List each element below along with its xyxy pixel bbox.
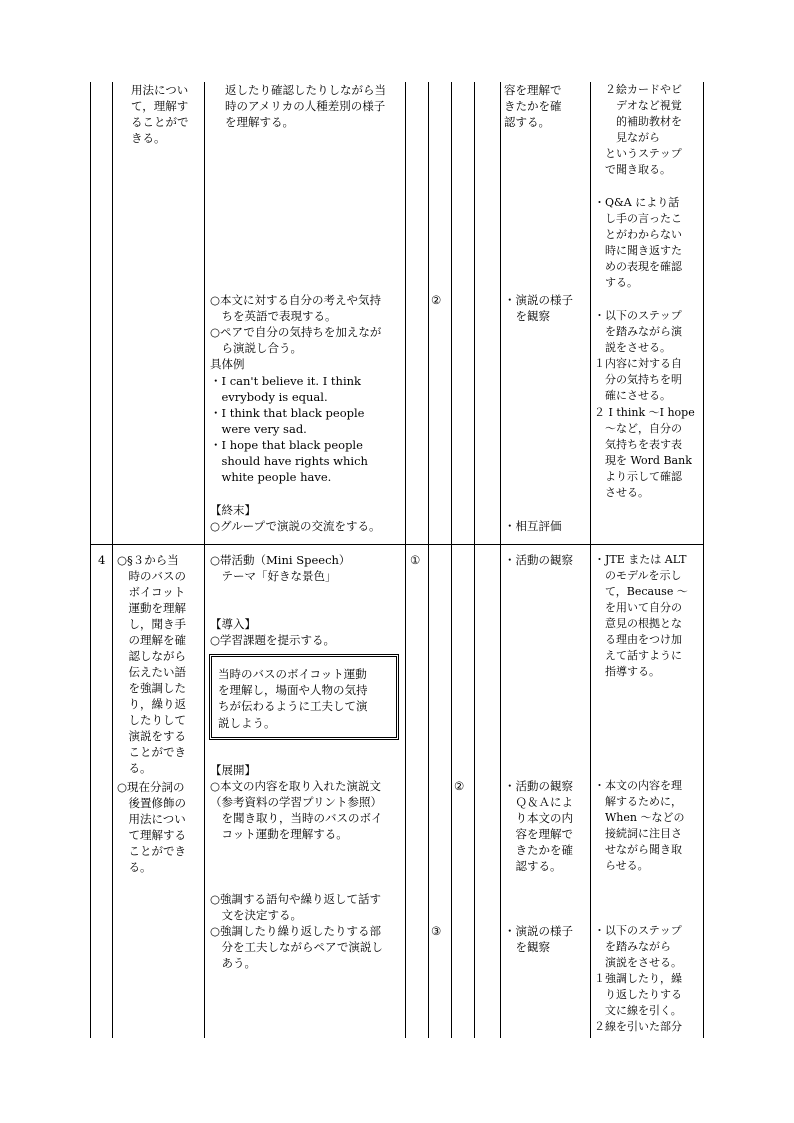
row4-note-line: る理由をつけ加 (594, 633, 682, 646)
row3-note-line: 気持ちを表す表 (594, 438, 682, 451)
row4-note-line: ・JTE または ALT (594, 553, 687, 566)
row3-activity-line: ら演説し合う。 (210, 341, 302, 355)
row4-activity-line: 分を工夫しながらペアで演説し (210, 940, 383, 954)
row4-eval-line: ・活動の観察 (504, 553, 573, 567)
row3-note-line: １内容に対する自 (594, 357, 682, 370)
row4-objective-line: 伝えたい語 (117, 665, 186, 679)
row4-eval-line: を観察 (504, 940, 550, 954)
row4-development-heading: 【展開】 (210, 763, 256, 777)
row3-note-line: ・Q&A により話 (594, 196, 680, 209)
row3-note-line: を踏みながら演 (594, 325, 682, 338)
row4-activity-line: （参考資料の学習プリント参照） (210, 795, 383, 809)
row4-objective-line: し，聞き手 (117, 617, 186, 631)
row3-example-line: ・I hope that black people (210, 438, 363, 452)
row4-objective-line: ボイコット (117, 585, 186, 599)
row3-note-line: 分の気持ちを明 (594, 373, 682, 386)
row4-objective-line: ○現在分詞の (117, 780, 185, 794)
row4-note-line: 演説をさせる。 (594, 956, 682, 969)
row4-objective-line: 運動を理解 (117, 601, 186, 615)
row4-objective-line: を強調した (117, 681, 186, 695)
row4-note-line: のモデルを示し (594, 569, 682, 582)
row3-example-line: evrybody is equal. (210, 390, 328, 404)
row4-objective-line: る。 (117, 761, 152, 775)
row3-activity-line: 返したり確認したりしながら当 (225, 83, 386, 97)
row3-note-line: で聞き取る。 (594, 163, 671, 176)
row4-marker-second: ② (454, 779, 465, 793)
row3-objective-line: 用法につい (131, 83, 189, 97)
table-divider (204, 82, 205, 1038)
row4-objective-line: 演説をする (117, 729, 186, 743)
row-divider (90, 544, 704, 545)
row4-eval-line: きたかを確 (504, 843, 573, 857)
row3-note-line: ２ I think ～I hope (594, 406, 695, 419)
row4-note-line: り返したりする (594, 988, 682, 1001)
row3-note-line: 的補助教材を (594, 115, 682, 128)
row4-note-line: 指導する。 (594, 665, 660, 678)
row3-example-line: ・I think that black people (210, 406, 365, 420)
table-divider (474, 82, 475, 1038)
row3-note-line: ２絵カードやビ (594, 83, 682, 96)
row4-activity-line: 文を決定する。 (210, 908, 302, 922)
row3-marker: ② (431, 293, 442, 307)
row3-note-line: とがわからない (594, 228, 682, 241)
row4-note-line: 意見の根拠とな (594, 617, 682, 630)
row4-objective-line: ○§３から当 (117, 553, 179, 567)
row4-activity-line: ○本文の内容を取り入れた演説文 (210, 779, 382, 793)
row4-marker-first: ① (410, 553, 421, 567)
row4-eval-line: Ｑ＆Ａによ (504, 795, 573, 809)
row4-objective-line: したりして (117, 713, 186, 727)
row3-note-line: より示して確認 (594, 470, 682, 483)
table-divider (451, 82, 452, 1038)
row4-eval-line: ・演説の様子 (504, 924, 573, 938)
table-divider (428, 82, 429, 1038)
table-divider (590, 82, 591, 1038)
row3-activity-line: ○本文に対する自分の考えや気持 (210, 293, 382, 307)
row4-note-line: らせる。 (594, 859, 649, 872)
row4-note-line: ・以下のステップ (594, 924, 682, 937)
row4-activity-line: ○帯活動（Mini Speech） (210, 553, 351, 567)
row4-note-line: ・本文の内容を理 (594, 779, 682, 792)
row4-note-line: 接続詞に注目さ (594, 827, 682, 840)
row4-objective-line: 認しながら (117, 649, 186, 663)
row4-note-line: 文に線を引く。 (594, 1004, 682, 1017)
row3-example-line: should have rights which (210, 454, 368, 468)
row4-note-line: １強調したり，繰 (594, 972, 682, 985)
row4-note-line: を踏みながら (594, 940, 671, 953)
row4-objective-line: 後置修飾の (117, 796, 186, 810)
row3-objective-line: きる。 (131, 131, 166, 145)
row4-note-line: 解するために， (594, 795, 682, 808)
table-divider (500, 82, 501, 1038)
row3-objective-line: て，理解す (131, 99, 189, 113)
row3-objective-line: ることがで (131, 115, 189, 129)
row3-closing-heading: 【終末】 (210, 503, 256, 517)
row4-activity-line: を聞き取り，当時のバスのボイ (210, 811, 383, 825)
row3-note-line: ～など，自分の (594, 422, 682, 435)
row4-note-line: When ～などの (594, 811, 685, 824)
row3-activity-line: 具体例 (210, 357, 245, 371)
row4-objective-line: り，繰り返 (117, 697, 186, 711)
row3-note-line: めの表現を確認 (594, 260, 682, 273)
row3-note-line: 見ながら (594, 131, 660, 144)
row4-note-line: えて話すように (594, 649, 682, 662)
row3-note-line: というステップ (594, 147, 682, 160)
row4-activity-line: ○強調したり繰り返したりする部 (210, 924, 382, 938)
row4-eval-line: 容を理解で (504, 827, 573, 841)
row4-eval-line: り本文の内 (504, 811, 573, 825)
row3-eval-line: を観察 (504, 309, 550, 323)
table-divider (405, 82, 406, 1038)
row4-intro-heading: 【導入】 (210, 617, 256, 631)
row3-example-line: white people have. (210, 470, 332, 484)
row4-number: 4 (98, 553, 106, 567)
row4-marker-third: ③ (431, 924, 442, 938)
table-divider (112, 82, 113, 1038)
row4-objective-line: ことができ (117, 745, 186, 759)
row4-activity-line: ○強調する語句や繰り返して話す (210, 892, 382, 906)
learning-task-line: ちが伝わるように工夫して演 (218, 699, 368, 714)
row4-objective-line: 用法につい (117, 812, 186, 826)
row3-eval-line: ・相互評価 (504, 519, 562, 533)
row4-note-line: を用いて自分の (594, 601, 682, 614)
row3-activity-line: ちを英語で表現する。 (210, 309, 337, 323)
row3-note-line: 時に聞き返すた (594, 244, 682, 257)
row3-activity-line: を理解する。 (225, 115, 294, 129)
row4-activity-line: ○学習課題を提示する。 (210, 633, 336, 647)
learning-task-line: を理解し，場面や人物の気持 (218, 683, 368, 698)
row4-activity-line: あう。 (210, 956, 256, 970)
row4-activity-line: テーマ「好きな景色」 (210, 569, 337, 583)
learning-task-box (209, 654, 399, 740)
row3-eval-line: 認する。 (504, 115, 550, 129)
row3-activity-line: 時のアメリカの人種差別の様子 (225, 99, 386, 113)
row3-activity-line: ○ペアで自分の気持ちを加えなが (210, 325, 382, 339)
row4-objective-line: 時のバスの (117, 569, 186, 583)
row3-example-line: ・I can't believe it. I think (210, 374, 362, 388)
row3-note-line: 説をさせる。 (594, 341, 671, 354)
row4-note-line: て，Because ～ (594, 585, 688, 598)
learning-task-line: 当時のバスのボイコット運動 (218, 667, 367, 681)
row4-note-line: ２線を引いた部分 (594, 1020, 682, 1033)
row3-eval-line: ・演説の様子 (504, 293, 573, 307)
row3-example-line: were very sad. (210, 422, 307, 436)
row4-objective-line: る。 (117, 860, 152, 874)
row3-note-line: させる。 (594, 486, 649, 499)
table-border-right (703, 82, 704, 1038)
table-border-left (90, 82, 91, 1038)
row3-note-line: する。 (594, 276, 638, 289)
row3-note-line: し手の言ったこ (594, 212, 682, 225)
row4-objective-line: ことができ (117, 844, 186, 858)
row4-eval-line: ・活動の観察 (504, 779, 573, 793)
row4-objective-line: の理解を確 (117, 633, 186, 647)
learning-task-line: 説しよう。 (218, 715, 276, 730)
row3-eval-line: きたかを確 (504, 99, 562, 113)
row3-eval-line: 容を理解で (504, 83, 562, 97)
row4-note-line: せながら聞き取 (594, 843, 682, 856)
row4-eval-line: 認する。 (504, 859, 562, 873)
row4-activity-line: コット運動を理解する。 (210, 827, 348, 841)
row3-note-line: 現を Word Bank (594, 454, 692, 467)
row3-closing-line: ○グループで演説の交流をする。 (210, 519, 381, 533)
row3-note-line: デオなど視覚 (594, 99, 682, 112)
row3-note-line: 確にさせる。 (594, 389, 671, 402)
row4-objective-line: て理解する (117, 828, 186, 842)
row3-note-line: ・以下のステップ (594, 309, 682, 322)
